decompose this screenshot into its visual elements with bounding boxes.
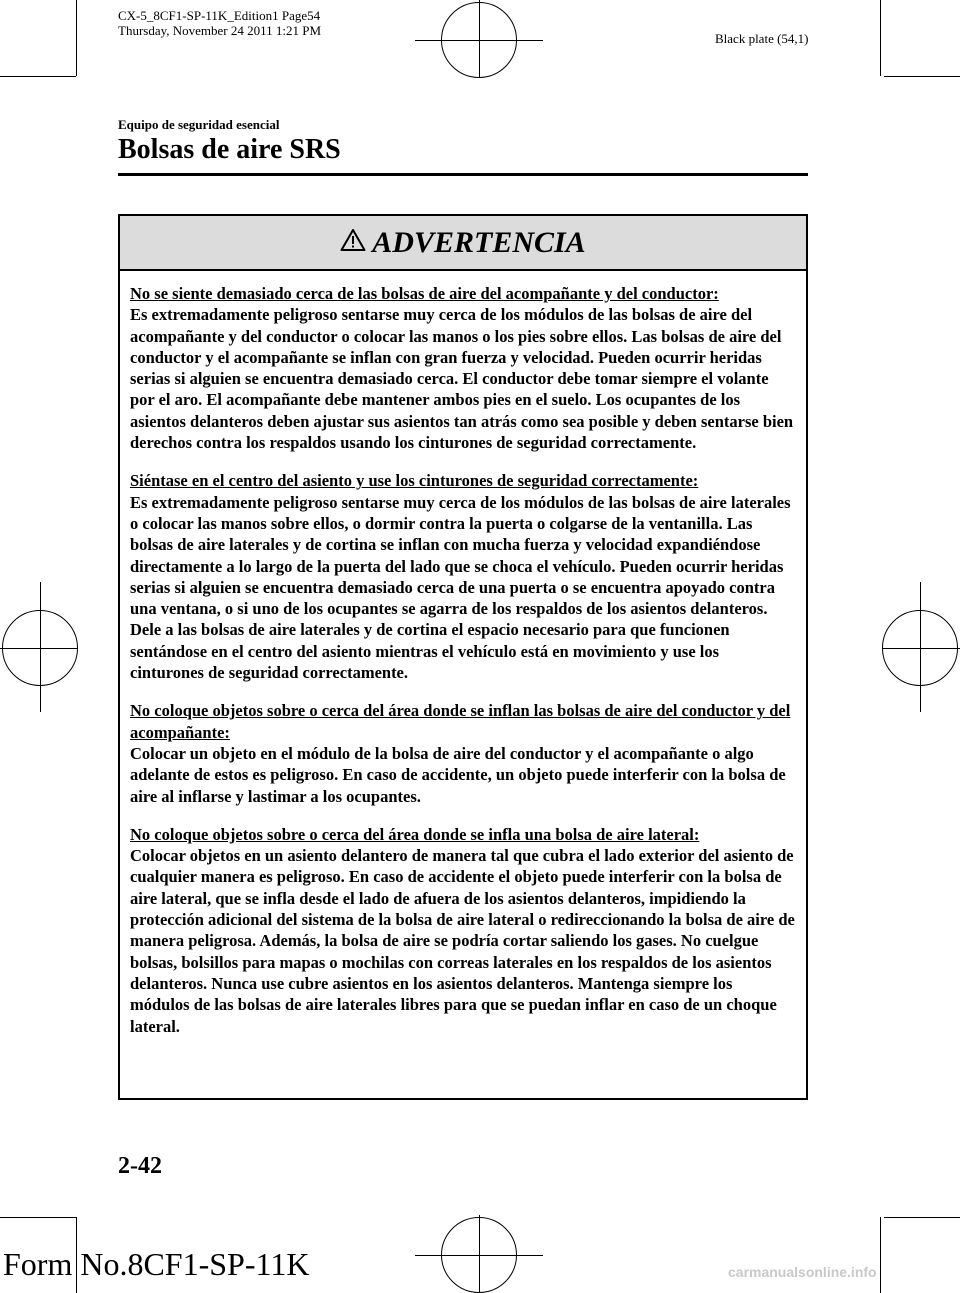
print-file-line: CX-5_8CF1-SP-11K_Edition1 Page54 [118, 8, 321, 23]
paragraph-body: Es extremadamente peligroso sentarse muy cerca de los módulos de las bolsas de aire del acompañante y del conductor o colocar las manos o los pies sobre ellos. Las bolsas de aire del conductor y el acompañante se inflan con gran fuerza y velocidad. Pueden ocurrir heridas serias si alguien se encuentra demasiado cerca. El conductor debe tomar siempre el volante por el aro. El acompañante debe mantener ambos pies en el suelo. Los ocupantes de los asientos delanteros deben ajustar sus asientos tan atrás como sea posible y deben sentarse bien derechos contra los respaldos usando los cinturones de seguridad correctamente. [130, 305, 794, 453]
form-number: Form No.8CF1-SP-11K [3, 1246, 310, 1282]
section-label: Equipo de seguridad esencial [118, 117, 280, 132]
crop-mark [0, 1217, 76, 1218]
crop-mark [880, 1217, 881, 1293]
crop-mark [76, 0, 77, 76]
paragraph-body: Es extremadamente peligroso sentarse muy cerca de los módulos de las bolsas de aire laterales o colocar las manos sobre ellos, o dormir contra la puerta o colgarse de la ventanilla. Las bolsas de aire laterales y de cortina se inflan con mucha fuerza y velocidad expandiéndose directamente a lo largo de la puerta del lado que se choca el vehículo. Pueden ocurrir heridas serias si alguien se encuentra demasiado cerca de una puerta o se encuentra apoyado contra una ventana, o si uno de los ocupantes se agarra de los respaldos de los asientos delanteros. Dele a las bolsas de aire laterales y de cortina el espacio necesario para que funcionen sentándose en el centro del asiento mientras el vehículo está en movimiento y use los cinturones de seguridad correctamente. [130, 492, 791, 683]
watermark-link[interactable]: carmanualsonline.info [728, 1264, 877, 1280]
warning-paragraph [130, 824, 796, 1037]
plate-label: Black plate (54,1) [715, 31, 809, 46]
warning-paragraph [130, 700, 796, 806]
paragraph-body: Colocar objetos en un asiento delantero de manera tal que cubra el lado exterior del asiento de cualquier manera es peligroso. En caso de accidente el objeto puede interferir con la bolsa de aire lateral, que se infla desde el lado de afuera de los asientos delanteros, impidiendo la protección adicional del sistema de la bolsa de aire lateral o redireccionando la bolsa de aire de manera peligrosa. Además, la bolsa de aire se podría cortar saliendo los gases. No cuelgue bolsas, bolsillos para mapas o mochilas con correas laterales en los respaldos de los asientos delanteros. Nunca use cubre asientos en los asientos delanteros. Mantenga siempre los módulos de las bolsas de aire laterales libres para que se puedan inflar en caso de un choque lateral. [130, 846, 795, 1036]
paragraph-heading: No coloque objetos sobre o cerca del área donde se infla una bolsa de aire lateral: [130, 824, 700, 844]
warning-header [120, 216, 806, 271]
print-date-line: Thursday, November 24 2011 1:21 PM [118, 23, 322, 38]
crop-mark [884, 76, 960, 77]
crop-mark [884, 1217, 960, 1218]
warning-paragraph [130, 283, 796, 453]
warning-triangle-icon [340, 228, 366, 257]
paragraph-heading: No coloque objetos sobre o cerca del área donde se inflan las bolsas de aire del conductor y del acompañante: [130, 701, 791, 742]
crop-mark [880, 0, 881, 76]
warning-box [118, 214, 808, 1100]
paragraph-body: Colocar un objeto en el módulo de la bolsa de aire del conductor y el acompañante o algo adelante de estos es peligroso. En caso de accidente, un objeto puede interferir con la bolsa de aire al inflarse y lastimar a los ocupantes. [130, 743, 786, 806]
warning-title: ADVERTENCIA [372, 225, 586, 259]
warning-paragraph [130, 470, 796, 683]
warning-body [120, 271, 806, 1037]
page-number: 2-42 [118, 1153, 162, 1179]
title-rule [118, 173, 808, 176]
crop-mark [0, 76, 76, 77]
paragraph-heading: No se siente demasiado cerca de las bolsas de aire del acompañante y del conductor: [130, 284, 719, 303]
paragraph-heading: Siéntase en el centro del asiento y use los cinturones de seguridad correctamente: [130, 471, 699, 491]
page-title: Bolsas de aire SRS [118, 134, 341, 165]
